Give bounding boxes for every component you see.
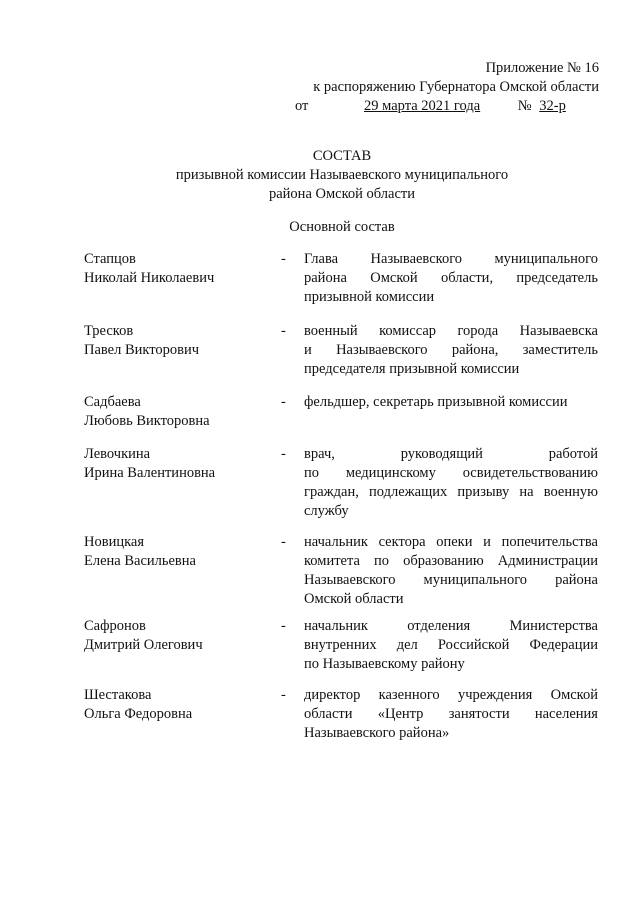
member-dash: - — [281, 323, 286, 339]
member-name — [84, 533, 264, 571]
member-dash: - — [281, 251, 286, 267]
order-reference: к распоряжению Губернатора Омской области — [313, 79, 599, 95]
role-line: области «Центр занятости населения — [304, 706, 598, 722]
member-surname: Шестакова — [84, 687, 152, 703]
member-given-names: Любовь Викторовна — [84, 413, 210, 429]
member-given-names: Ольга Федоровна — [84, 706, 193, 722]
role-line: Омской области — [304, 591, 404, 607]
role-line: председателя призывной комиссии — [304, 361, 520, 377]
document-title — [0, 147, 640, 204]
member-dash: - — [281, 534, 286, 550]
role-line: по медицинскому освидетельствованию — [304, 465, 598, 481]
member-name — [84, 617, 264, 655]
role-line: службу — [304, 503, 349, 519]
role-line: директор казенного учреждения Омской — [304, 687, 598, 703]
member-given-names: Елена Васильевна — [84, 553, 196, 569]
title-line-1: призывной комиссии Называевского муниципального — [175, 167, 509, 183]
role-line: района Омской области, председатель — [304, 270, 598, 286]
role-line: фельдшер, секретарь призывной комиссии — [304, 394, 568, 410]
member-surname: Стапцов — [84, 251, 136, 267]
member-given-names: Павел Викторович — [84, 342, 200, 358]
section-heading: Основной состав — [289, 219, 395, 235]
member-role — [304, 393, 598, 412]
member-surname: Новицкая — [84, 534, 145, 550]
member-role — [304, 445, 598, 521]
title-main: СОСТАВ — [312, 148, 372, 164]
order-date: 29 марта 2021 года — [364, 98, 481, 114]
role-line: комитета по образованию Администрации — [304, 553, 598, 569]
member-role — [304, 322, 598, 379]
order-number: 32-р — [539, 98, 566, 114]
role-line: и Называевского района, заместитель — [304, 342, 598, 358]
appendix-header — [313, 59, 599, 97]
member-name — [84, 393, 264, 431]
member-given-names: Дмитрий Олегович — [84, 637, 203, 653]
title-line-2: района Омской области — [268, 186, 415, 202]
member-dash: - — [281, 618, 286, 634]
member-name — [84, 686, 264, 724]
number-prefix: № — [517, 98, 532, 114]
member-given-names: Николай Николаевич — [84, 270, 215, 286]
member-role — [304, 250, 598, 307]
from-prefix: от — [295, 98, 309, 114]
role-line: Называевского района» — [304, 725, 450, 741]
member-surname: Тресков — [84, 323, 134, 339]
member-dash: - — [281, 446, 286, 462]
role-line: граждан, подлежащих призыву на военную — [304, 484, 598, 500]
role-line: врач, руководящий работой — [304, 446, 598, 462]
member-role — [304, 686, 598, 743]
member-name — [84, 322, 264, 360]
role-line: призывной комиссии — [304, 289, 435, 305]
role-line: внутренних дел Российской Федерации — [304, 637, 598, 653]
member-dash: - — [281, 687, 286, 703]
appendix-label: Приложение № 16 — [485, 60, 599, 76]
member-given-names: Ирина Валентиновна — [84, 465, 216, 481]
role-line: начальник сектора опеки и попечительства — [304, 534, 598, 550]
role-line: по Называевскому району — [304, 656, 465, 672]
role-line: Глава Называевского муниципального — [304, 251, 598, 267]
role-line: начальник отделения Министерства — [304, 618, 598, 634]
member-role — [304, 617, 598, 674]
member-name — [84, 250, 264, 288]
member-name — [84, 445, 264, 483]
member-dash: - — [281, 394, 286, 410]
role-line: военный комиссар города Называевска — [304, 323, 598, 339]
member-role — [304, 533, 598, 609]
member-surname: Сафронов — [84, 618, 146, 634]
order-date-line — [295, 97, 576, 116]
role-line: Называевского муниципального района — [304, 572, 598, 588]
member-surname: Левочкина — [84, 446, 151, 462]
member-surname: Садбаева — [84, 394, 141, 410]
